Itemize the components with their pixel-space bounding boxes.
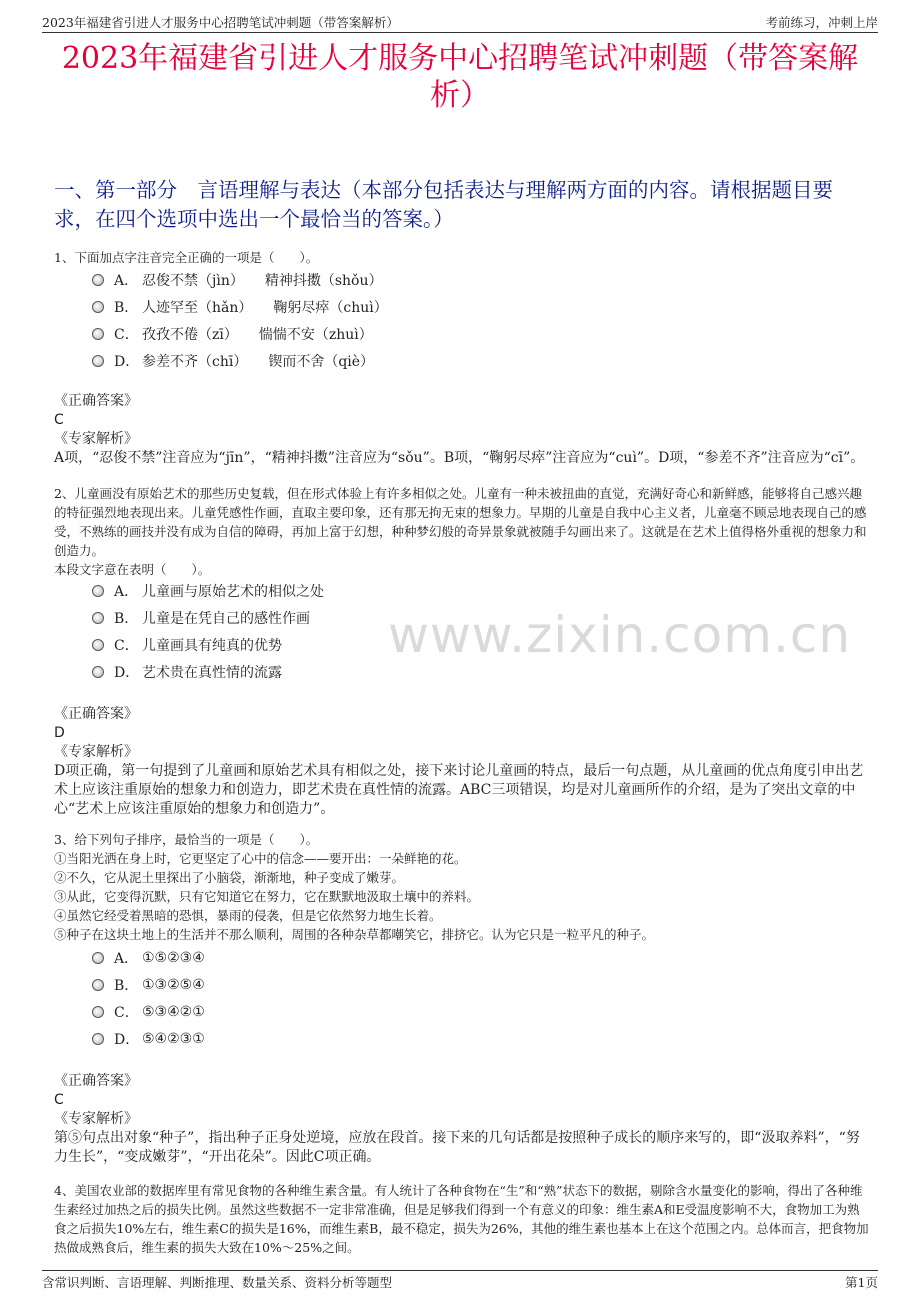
radio-button-icon[interactable] [92,1033,104,1045]
radio-button-icon[interactable] [92,301,104,313]
radio-button-icon[interactable] [92,952,104,964]
sentence: ②不久，它从泥土里探出了小脑袋，渐渐地，种子变成了嫩芽。 [54,870,405,885]
question-3-stem: 3、给下列句子排序，最恰当的一项是（ ）。 ①当阳光洒在身上时，它更坚定了心中的信念——要开出：一朵鲜艳的花。 ②不久，它从泥土里探出了小脑袋，渐渐地，种子变成了嫩芽。 ③从此，它变得沉默，只有它知道它在努力，它在默默地汲取土壤中的养料。 ④虽然它经受着黑暗的恐惧，暴雨的侵袭，但是它依然努力地生长着。 ⑤种子在这块土地上的生活并不那么顺利，周围的各种杂草都嘲笑它，排挤它。认为它只是一粒平凡的种子。 [54,830,870,944]
answer-value: D [54,725,65,741]
option-c[interactable]: C． 儿童画具有纯真的优势 [92,631,324,658]
analysis-text: A项，“忍俊不禁”注音应为“jīn”，“精神抖擞”注音应为“sǒu”。B项，“鞠躬尽瘁”注音应为“cuì”。D项，“参差不齐”注音应为“cī”。 [54,450,865,466]
radio-button-icon[interactable] [92,328,104,340]
answer-label: 《正确答案》 [54,706,138,722]
answer-value: C [54,1092,64,1108]
radio-button-icon[interactable] [92,355,104,367]
sentence: ③从此，它变得沉默，只有它知道它在努力，它在默默地汲取土壤中的养料。 [54,889,480,904]
option-a[interactable]: A． 忍俊不禁（jìn） 精神抖擞（shǒu） [92,266,388,293]
option-d[interactable]: D． 参差不齐（chī） 锲而不舍（qiè） [92,347,388,374]
section-heading: 一、第一部分 言语理解与表达（本部分包括表达与理解两方面的内容。请根据题目要求，在四个选项中选出一个最恰当的答案。） [54,178,833,231]
answer-value: C [54,412,64,428]
radio-button-icon[interactable] [92,585,104,597]
sentence: ①当阳光洒在身上时，它更坚定了心中的信念——要开出：一朵鲜艳的花。 [54,851,467,866]
analysis-label: 《专家解析》 [54,431,138,447]
option-d[interactable]: D． ⑤④②③① [92,1025,205,1052]
radio-button-icon[interactable] [92,274,104,286]
option-c[interactable]: C． ⑤③④②① [92,998,205,1025]
page-header [42,12,878,33]
question-4-stem: 4、美国农业部的数据库里有常见食物的各种维生素含量。有人统计了各种食物在“生”和“熟”状态下的数据，剔除含水量变化的影响，得出了各种维生素经过加热之后的损失比例。虽然这些数据不一定非常准确，但是足够我们得到一个有意义的印象：维生素A和E受温度影响不大，食物加工为熟食之后损失10%左右，维生素C的损失是16%，而维生素B，最不稳定，损失为26%，其他的维生素也基本上在这个范围之内。总体而言，把食物加热做成熟食后，维生素的损失大致在10%～25%之间。 [54,1183,869,1255]
answer-label: 《正确答案》 [54,393,138,409]
question-1-answer [54,392,870,468]
analysis-label: 《专家解析》 [54,1111,138,1127]
header-doc-title: 2023年福建省引进人才服务中心招聘笔试冲刺题（带答案解析） [42,15,399,30]
radio-button-icon[interactable] [92,639,104,651]
radio-button-icon[interactable] [92,979,104,991]
question-1-options [92,266,388,374]
watermark: www.zixin.com.cn [388,606,852,664]
radio-button-icon[interactable] [92,612,104,624]
option-b[interactable]: B． ①③②⑤④ [92,971,205,998]
question-2-answer [54,705,870,819]
analysis-text: D项正确，第一句提到了儿童画和原始艺术具有相似之处，接下来讨论儿童画的特点，最后一句点题，从儿童画的优点角度引申出艺术上应该注重原始的想象力和创造力，即艺术贵在真性情的流露。ABC三项错误，均是对儿童画所作的介绍，是为了突出文章的中心“艺术上应该注重原始的想象力和创造力”。 [54,763,864,817]
answer-label: 《正确答案》 [54,1073,138,1089]
header-slogan: 考前练习，冲刺上岸 [765,15,878,30]
option-a[interactable]: A． 儿童画与原始艺术的相似之处 [92,577,324,604]
option-b[interactable]: B． 儿童是在凭自己的感性作画 [92,604,324,631]
analysis-text: 第⑤句点出对象“种子”，指出种子正身处逆境，应放在段首。接下来的几句话都是按照种子成长的顺序来写的，即“汲取养料”，“努力生长”，“变成嫩芽”，“开出花朵”。因此C项正确。 [54,1130,860,1165]
page-footer [42,1270,878,1291]
option-a[interactable]: A． ①⑤②③④ [92,944,205,971]
question-3-answer [54,1072,870,1167]
question-2-stem: 2、儿童画没有原始艺术的那些历史复载，但在形式体验上有许多相似之处。儿童有一种未被扭曲的直觉，充满好奇心和新鲜感，能够将自己感兴趣的特征强烈地表现出来。儿童凭感性作画，直取主要印象，还有那无拘无束的想象力。早期的儿童是自我中心主义者，儿童毫不顾忌地表现自己的感受，不熟练的画技并没有成为自信的障碍，再加上富于幻想，种种梦幻般的奇异景象就被随手勾画出来了。这就是在艺术上值得格外重视的想象力和创造力。 本段文字意在表明（ ）。 [54,486,867,577]
question-3-options [92,944,205,1052]
sentence: ④虽然它经受着黑暗的恐惧，暴雨的侵袭，但是它依然努力地生长着。 [54,908,442,923]
analysis-label: 《专家解析》 [54,744,138,760]
option-b[interactable]: B． 人迹罕至（hǎn） 鞠躬尽瘁（chuì） [92,293,388,320]
option-d[interactable]: D． 艺术贵在真性情的流露 [92,658,324,685]
footer-description: 含常识判断、言语理解、判断推理、数量关系、资料分析等题型 [42,1275,393,1290]
document-title: 2023年福建省引进人才服务中心招聘笔试冲刺题（带答案解析） [61,41,859,113]
radio-button-icon[interactable] [92,1006,104,1018]
option-c[interactable]: C． 孜孜不倦（zī） 惴惴不安（zhuì） [92,320,388,347]
question-1-stem: 1、下面加点字注音完全正确的一项是（ ）。 [54,250,319,265]
radio-button-icon[interactable] [92,666,104,678]
page-number: 第1页 [845,1275,878,1290]
sentence: ⑤种子在这块土地上的生活并不那么顺利，周围的各种杂草都嘲笑它，排挤它。认为它只是一粒平凡的种子。 [54,927,655,942]
question-2-options [92,577,324,685]
